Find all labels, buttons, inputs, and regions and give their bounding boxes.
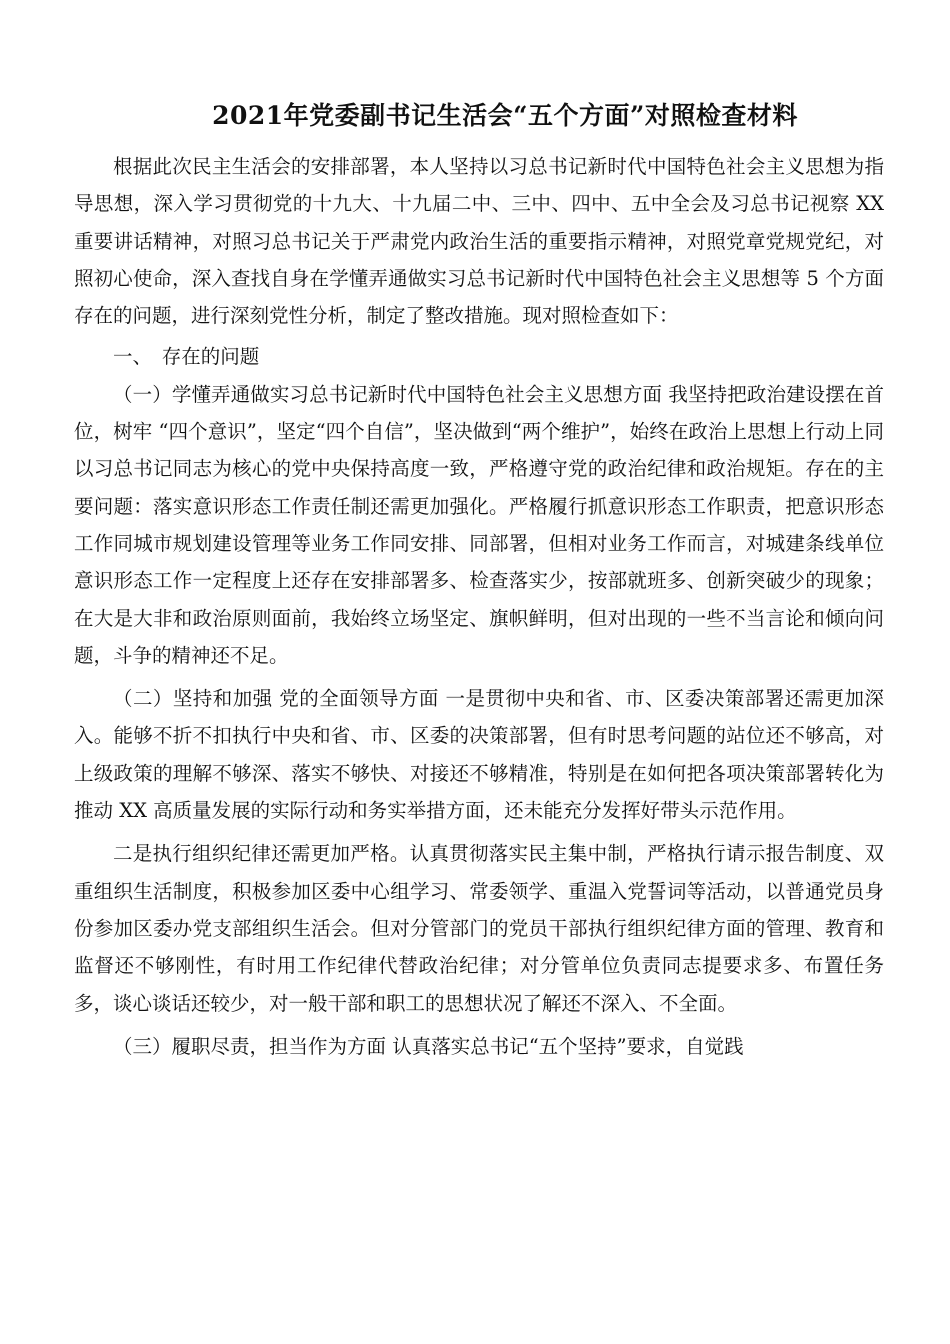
intro-paragraph: 根据此次民主生活会的安排部署，本人坚持以习总书记新时代中国特色社会主义思想为指导思想，深入学习贯彻党的十九大、十九届二中、三中、四中、五中全会及习总书记视察 XX 重要讲话精神，对照习总书记关于严肃党内政治生活的重要指示精神，对照党章党规党纪，对照初心使命，深入查找自身在学懂弄通做实习总书记新时代中国特色社会主义思想等 5 个方面存在的问题，进行深刻党性分析，制定了整改措施。现对照检查如下： — [74, 155, 884, 328]
paragraph-section-1: （一）学懂弄通做实习总书记新时代中国特色社会主义思想方面 我坚持把政治建设摆在首位，树牢 “四个意识”，坚定“四个自信”，坚决做到“两个维护”，始终在政治上思想上行动上同以习总书记同志为核心的党中央保持高度一致，严格遵守党的政治纪律和政治规矩。存在的主要问题：落实意识形态工作责任制还需更加强化。严格履行抓意识形态工作职责，把意识形态工作同城市规划建设管理等业务工作同安排、同部署，但相对业务工作而言，对城建条线单位意识形态工作一定程度上还存在安排部署多、检查落实少，按部就班多、创新突破少的现象；在大是大非和政治原则面前，我始终立场坚定、旗帜鲜明，但对出现的一些不当言论和倾向问题，斗争的精神还不足。 — [74, 382, 884, 667]
section-heading-problems: 一、 存在的问题 — [113, 345, 260, 369]
paragraph-section-3: （三）履职尽责，担当作为方面 认真落实总书记“五个坚持”要求，自觉践 — [113, 1034, 744, 1058]
paragraph-section-2: （二）坚持和加强 党的全面领导方面 一是贯彻中央和省、市、区委决策部署还需更加深入。能够不折不扣执行中央和省、市、区委的决策部署，但有时思考问题的站位还不够高，对上级政策的理解不够深、落实不够快、对接还不够精准，特别是在如何把各项决策部署转化为推动 XX 高质量发展的实际行动和务实举措方面，还未能充分发挥好带头示范作用。 — [74, 687, 884, 823]
document-body — [74, 148, 884, 1065]
paragraph-section-2-point-2: 二是执行组织纪律还需更加严格。认真贯彻落实民主集中制，严格执行请示报告制度、双重组织生活制度，积极参加区委中心组学习、常委领学、重温入党誓词等活动，以普通党员身份参加区委办党支部组织生活会。但对分管部门的党员干部执行组织纪律方面的管理、教育和监督还不够刚性，有时用工作纪律代替政治纪律；对分管单位负责同志提要求多、布置任务多，谈心谈话还较少，对一般干部和职工的思想状况了解还不深入、不全面。 — [74, 842, 884, 1015]
document-title: 2021年党委副书记生活会“五个方面”对照检查材料 — [212, 101, 798, 130]
